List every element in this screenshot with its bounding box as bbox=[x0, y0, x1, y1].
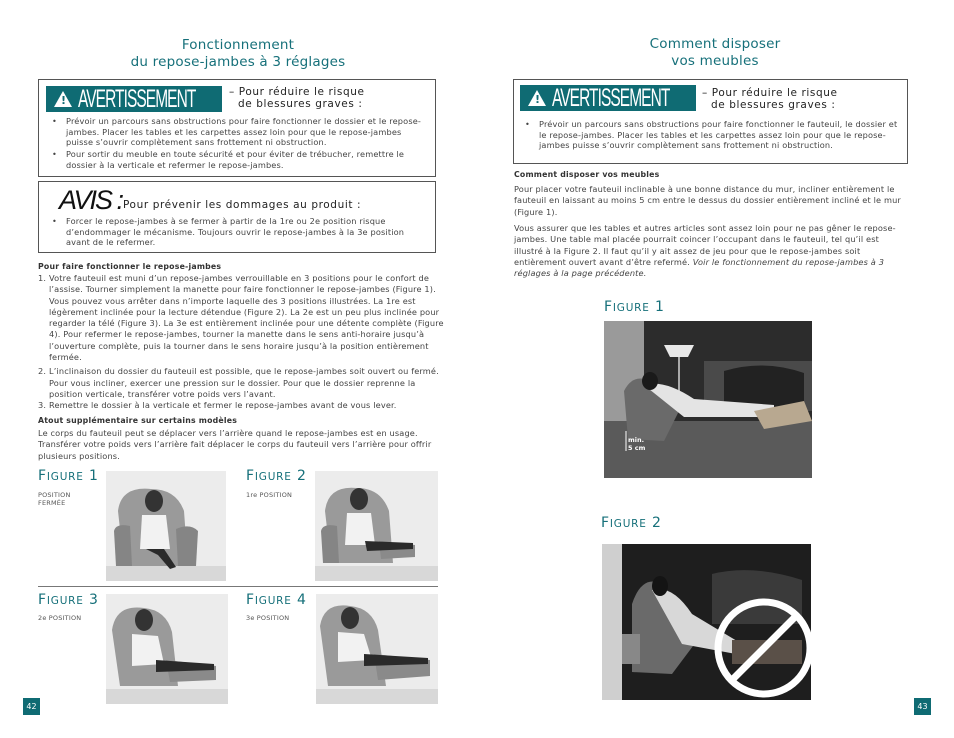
figure-4-photo bbox=[316, 594, 438, 704]
figure-divider bbox=[38, 586, 438, 587]
step-text: L’inclinaison du dossier du fauteuil est possible, que le repose-jambes soit ouvert ou fermé. Pour vous incliner, exercer une pression sur le dossier. Pour que le dossier reprenne la position verticale, transférer votre poids vers l’avant. bbox=[49, 366, 439, 399]
step-item bbox=[38, 273, 450, 363]
left-warning-bullets bbox=[47, 116, 429, 172]
figure-1-caption bbox=[38, 491, 71, 507]
left-risk-line-2: de blessures graves : bbox=[238, 98, 363, 110]
notice-bullets bbox=[47, 216, 429, 249]
figure-3-photo bbox=[106, 594, 228, 704]
page-number-right: 43 bbox=[914, 698, 931, 715]
caption-line: FERMÉE bbox=[38, 499, 66, 507]
figure-4-caption bbox=[246, 614, 289, 622]
step-number: 1. bbox=[38, 273, 47, 283]
figure-2-caption bbox=[246, 491, 292, 499]
right-figure-1-label bbox=[604, 299, 665, 315]
right-warning-title: AVERTISSEMENT bbox=[552, 83, 670, 112]
step-item bbox=[38, 400, 450, 411]
caption-line: 2e POSITION bbox=[38, 614, 82, 622]
extra-text: Le corps du fauteuil peut se déplacer vers l’arrière quand le repose-jambes est en usage. Transférer votre poids vers l’arrière fait déplacer le corps du fauteuil vers l’arrière pour offrir plusieurs positions. bbox=[38, 428, 432, 461]
clearance-annotation bbox=[628, 436, 645, 452]
left-warning-banner bbox=[46, 86, 222, 112]
figure-label-rest: IGURE bbox=[46, 471, 84, 483]
right-paragraph-1: Pour placer votre fauteuil inclinable à une bonne distance du mur, incliner entièrement le fauteuil en laissant au moins 5 cm entre le dessus du dossier entièrement incliné et le mur (Figure 1). bbox=[514, 184, 901, 217]
extra-title: Atout supplémentaire sur certains modèles bbox=[38, 416, 238, 425]
figure-4-label bbox=[246, 592, 307, 608]
right-warning-risk bbox=[702, 87, 838, 111]
step-item bbox=[38, 366, 450, 400]
warning-icon: ! bbox=[54, 91, 72, 107]
recliner-second-position-photo bbox=[106, 594, 228, 704]
right-heading-line-2: vos meubles bbox=[671, 53, 759, 69]
right-section-title: Comment disposer vos meubles bbox=[514, 170, 660, 179]
recliner-first-position-photo bbox=[315, 471, 438, 581]
figure-1-photo bbox=[106, 471, 226, 581]
annotation-line: min. bbox=[628, 436, 645, 444]
step-number: 3. bbox=[38, 400, 47, 411]
figure-2-label bbox=[246, 468, 307, 484]
left-warning-bullet: • Pour sortir du meuble en toute sécurité et pour éviter de trébucher, remettre le dossier à la verticale et refermer le repose-jambes. bbox=[47, 149, 429, 170]
recliner-wall-clearance-photo bbox=[604, 321, 812, 478]
right-risk-line-1: – Pour réduire le risque bbox=[702, 87, 838, 99]
figure-number: 4 bbox=[296, 592, 307, 608]
notice-box bbox=[38, 181, 436, 253]
right-figure-2-photo bbox=[602, 544, 811, 700]
left-warning-risk bbox=[229, 86, 365, 110]
right-figure-1-photo bbox=[604, 321, 812, 478]
step-text: Remettre le dossier à la verticale et fermer le repose-jambes avant de vous lever. bbox=[49, 400, 397, 411]
paragraph-text: Vous assurer que les tables et autres articles sont assez loin pour ne pas gêner le repose-jambes. Une table mal placée pourrait coincer l’occupant dans le fauteuil, tel qu’il est illustré à la Figure 2. Il faut qu’il y ait assez de jeu pour que le repose-jambes soit entièrement ouvert avant d’être refermé. bbox=[514, 223, 896, 267]
caption-line: 3e POSITION bbox=[246, 614, 290, 622]
figure-label-initial: F bbox=[246, 468, 255, 484]
right-warning-bullets bbox=[520, 119, 902, 152]
step-text: Votre fauteuil est muni d’un repose-jambes verrouillable en 3 positions pour le confort de l’assise. Tourner simplement la manette pour faire fonctionner le repose-jambes (Figure 1). Vous pouvez vous arrêter dans n’importe laquelle des 3 positions illustrées. La 1re est légèrement inclinée pour la lecture détendue (Figure 2). La 2e est un peu plus inclinée pour regarder la télé (Figure 3). La 3e est entièrement inclinée pour une détente complète (Figure 4). Pour refermer le repose-jambes, tourner la manette dans le sens anti-horaire jusqu’à l’ouverture complète, puis la tourner dans le sens horaire jusqu’à la position entièrement fermée. bbox=[49, 273, 444, 363]
right-warning-bullet: • Prévoir un parcours sans obstructions pour faire fonctionner le fauteuil, le dossier et le repose-jambes. Placer les tables et les carpettes assez loin pour que le repose-jambes puisse s’ouvrir complètement sans frottement ni obstruction. bbox=[520, 119, 902, 151]
figure-number: 2 bbox=[296, 468, 307, 484]
figure-label-rest: IGURE bbox=[46, 595, 84, 607]
notice-subtitle: Pour prévenir les dommages au produit : bbox=[123, 199, 362, 211]
figure-label-initial: F bbox=[38, 592, 47, 608]
figure-label-initial: F bbox=[246, 592, 255, 608]
caption-line: POSITION bbox=[38, 491, 71, 499]
figure-number: 2 bbox=[651, 515, 662, 531]
figure-2-photo bbox=[315, 471, 438, 581]
left-risk-line-1: – Pour réduire le risque bbox=[229, 86, 365, 98]
annotation-line: 5 cm bbox=[628, 444, 646, 452]
right-warning-banner bbox=[520, 85, 696, 111]
figure-number: 3 bbox=[88, 592, 99, 608]
warning-icon: ! bbox=[528, 90, 546, 106]
figure-label-rest: IGURE bbox=[254, 595, 292, 607]
figure-number: 1 bbox=[654, 299, 665, 315]
figure-label-initial: F bbox=[38, 468, 47, 484]
left-warning-box bbox=[38, 79, 436, 177]
obstructed-recliner-photo bbox=[602, 544, 811, 700]
left-heading bbox=[38, 37, 438, 71]
left-warning-title: AVERTISSEMENT bbox=[78, 84, 196, 113]
right-heading bbox=[515, 36, 915, 70]
figure-label-initial: F bbox=[601, 515, 610, 531]
recliner-third-position-photo bbox=[316, 594, 438, 704]
step-number: 2. bbox=[38, 366, 47, 377]
right-heading-line-1: Comment disposer bbox=[649, 36, 781, 52]
figure-label-rest: IGURE bbox=[612, 302, 650, 314]
right-paragraph-2 bbox=[514, 223, 910, 279]
notice-title: AVIS : bbox=[59, 185, 123, 215]
right-warning-box bbox=[513, 79, 908, 164]
recliner-closed-photo bbox=[106, 471, 226, 581]
figure-number: 1 bbox=[88, 468, 99, 484]
left-section-title: Pour faire fonctionner le repose-jambes bbox=[38, 262, 222, 271]
right-figure-2-label bbox=[601, 515, 662, 531]
right-risk-line-2: de blessures graves : bbox=[711, 99, 836, 111]
left-warning-bullet: • Prévoir un parcours sans obstructions pour faire fonctionner le dossier et le repose-jambes. Placer les tables et les carpettes assez loin pour que le repose-jambes puisse s’ouvrir complètement sans frottement ni obstruction. bbox=[47, 116, 429, 148]
figure-3-label bbox=[38, 592, 99, 608]
caption-line: 1re POSITION bbox=[246, 491, 293, 499]
figure-label-rest: IGURE bbox=[254, 471, 292, 483]
left-heading-line-2: du repose-jambes à 3 réglages bbox=[130, 54, 346, 70]
paragraph-italic-note: Voir le fonctionnement du repose-jambes à 3 réglages à la page précédente. bbox=[514, 256, 885, 279]
figure-1-label bbox=[38, 468, 99, 484]
steps-list bbox=[38, 273, 450, 412]
page-number-left: 42 bbox=[23, 698, 40, 715]
left-heading-line-1: Fonctionnement bbox=[181, 37, 295, 53]
notice-bullet: • Forcer le repose-jambes à se fermer à partir de la 1re ou 2e position risque d’endommager le mécanisme. Toujours ouvrir le repose-jambes à la 3e position avant de le refermer. bbox=[47, 216, 429, 248]
figure-3-caption bbox=[38, 614, 81, 622]
figure-label-rest: IGURE bbox=[609, 518, 647, 530]
figure-label-initial: F bbox=[604, 299, 613, 315]
